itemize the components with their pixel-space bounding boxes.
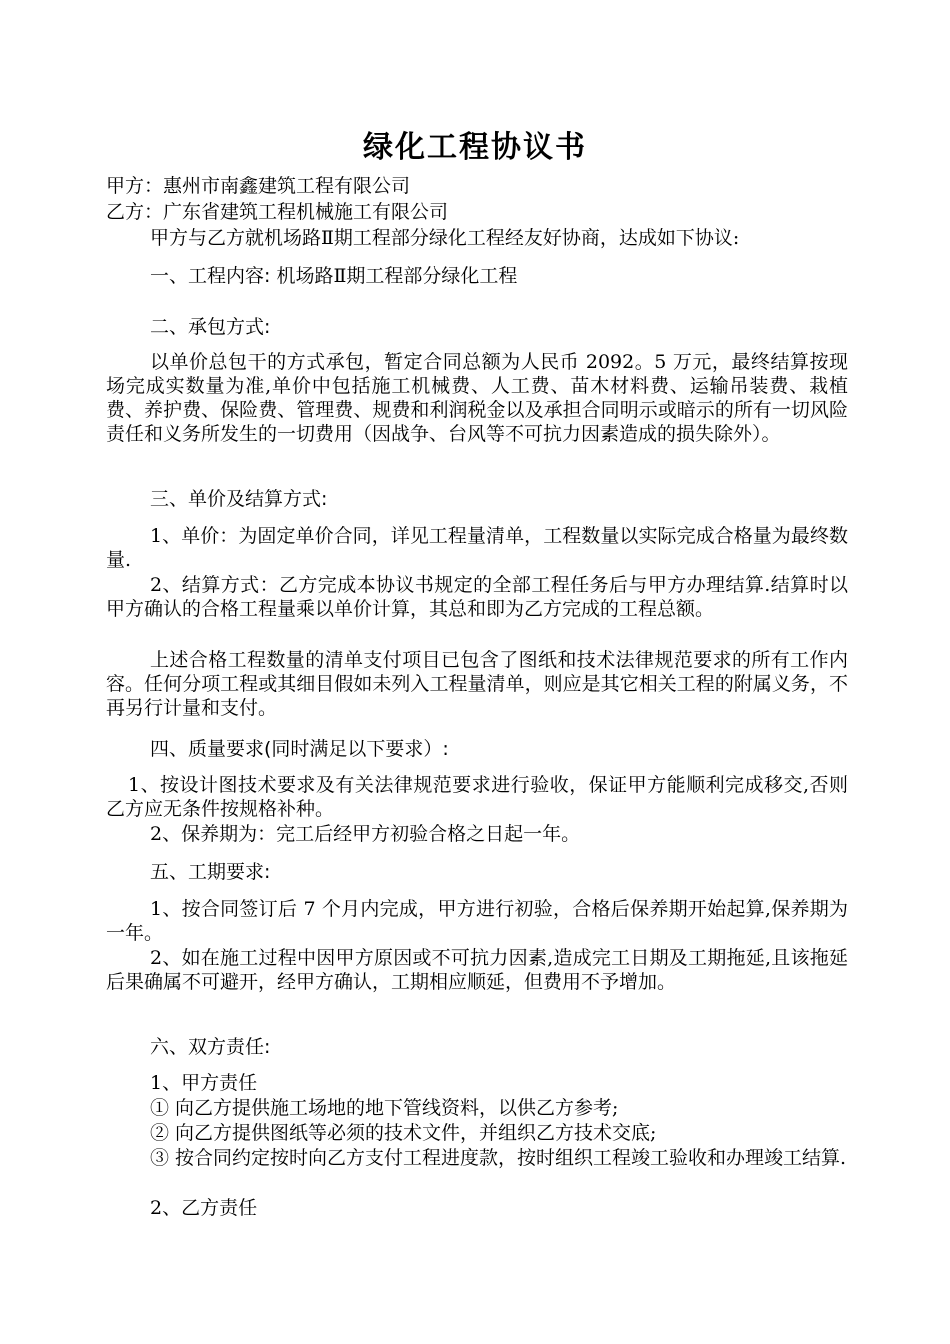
section-5-item-1: 1、按合同签订后 7 个月内完成，甲方进行初验，合格后保养期开始起算,保养期为一年。 <box>106 898 848 944</box>
section-4-item-2: 2、保养期为：完工后经甲方初验合格之日起一年。 <box>150 823 581 845</box>
section-3-unit-price: 1、单价：为固定单价合同，详见工程量清单，工程数量以实际完成合格量为最终数量. <box>106 525 848 571</box>
section-5-heading: 五、工期要求: <box>150 861 271 883</box>
section-1-text: 机场路Ⅱ期工程部分绿化工程 <box>276 265 518 287</box>
section-3-note: 上述合格工程数量的清单支付项目已包含了图纸和技术法律规范要求的所有工作内容。任何分项工程或其细目假如未列入工程量清单，则应是其它相关工程的附属义务，不再另行计量和支付。 <box>106 649 848 719</box>
section-2-paragraph: 以单价总包干的方式承包，暂定合同总额为人民币 2092。5 万元，最终结算按现场完成实数量为准,单价中包括施工机械费、人工费、苗木材料费、运输吊装费、栽植费、养护费、保险费、管理费、规费和利润税金以及承担合同明示或暗示的所有一切风险责任和义务所发生的一切费用（因战争、台风等不可抗力因素造成的损失除外）。 <box>106 351 848 445</box>
intro-paragraph: 甲方与乙方就机场路Ⅱ期工程部分绿化工程经友好协商，达成如下协议: <box>150 227 740 249</box>
section-4-item-1: 1、按设计图技术要求及有关法律规范要求进行验收，保证甲方能顺利完成移交,否则乙方应无条件按规格补种。 <box>106 774 848 820</box>
section-6-heading: 六、双方责任: <box>150 1036 271 1058</box>
section-2-heading: 二、承包方式: <box>150 316 271 338</box>
section-6-party-a-item-2: ② 向乙方提供图纸等必须的技术文件，并组织乙方技术交底; <box>150 1122 657 1144</box>
section-1-title: 一、工程内容: <box>150 265 271 287</box>
section-6-party-a: 1、甲方责任 <box>150 1072 258 1094</box>
section-6-party-b: 2、乙方责任 <box>150 1197 258 1219</box>
party-b: 乙方：广东省建筑工程机械施工有限公司 <box>106 201 449 223</box>
section-3-settlement: 2、结算方式：乙方完成本协议书规定的全部工程任务后与甲方办理结算.结算时以甲方确认的合格工程量乘以单价计算，其总和即为乙方完成的工程总额。 <box>106 574 848 620</box>
party-a: 甲方：惠州市南鑫建筑工程有限公司 <box>106 175 411 197</box>
section-5-item-2: 2、如在施工过程中因甲方原因或不可抗力因素,造成完工日期及工期拖延,且该拖延后果确属不可避开，经甲方确认，工期相应顺延，但费用不予增加。 <box>106 947 848 993</box>
section-4-heading: 四、质量要求(同时满足以下要求）: <box>150 738 449 760</box>
section-6-party-a-item-3: ③ 按合同约定按时向乙方支付工程进度款，按时组织工程竣工验收和办理竣工结算. <box>150 1147 847 1169</box>
section-6-party-a-item-1: ① 向乙方提供施工场地的地下管线资料，以供乙方参考; <box>150 1097 619 1119</box>
document-title: 绿化工程协议书 <box>363 130 587 165</box>
section-1-heading <box>150 264 517 288</box>
section-3-heading: 三、单价及结算方式: <box>150 488 328 510</box>
